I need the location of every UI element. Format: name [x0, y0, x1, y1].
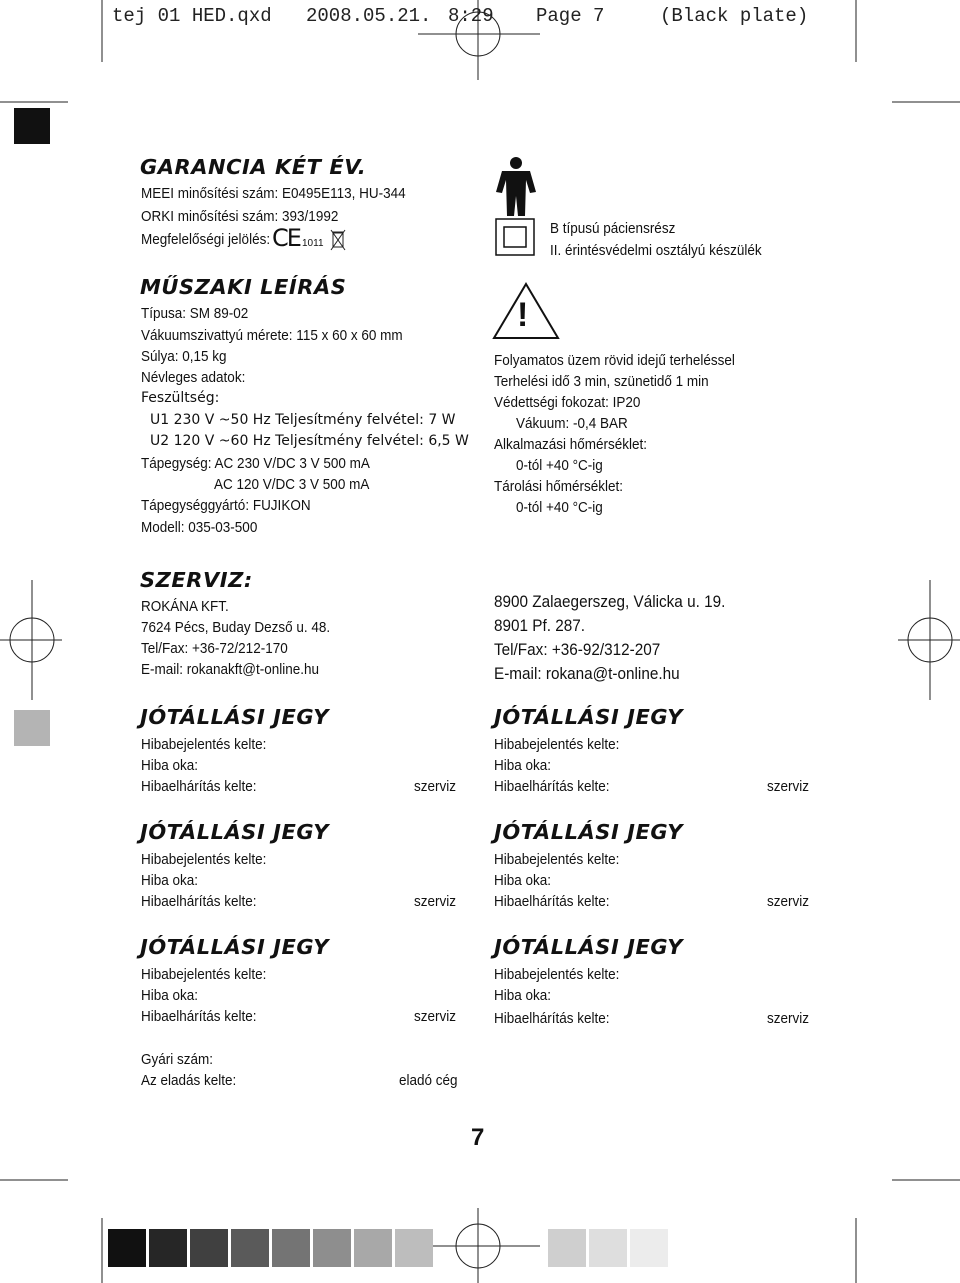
card-service: szerviz — [414, 893, 457, 910]
body-type-b-icon — [492, 156, 540, 218]
warranty-card-title: JÓTÁLLÁSI JEGY — [494, 705, 683, 729]
card-service: szerviz — [767, 893, 810, 910]
card-cause: Hiba oka: — [494, 987, 552, 1004]
color-bar-swatch — [313, 1229, 351, 1267]
card-repair-date: Hibaelhárítás kelte: — [494, 893, 610, 910]
color-bar-swatch — [548, 1229, 586, 1267]
tech-psu2: AC 120 V/DC 3 V 500 mA — [214, 476, 370, 493]
serial-number-label: Gyári szám: — [141, 1051, 214, 1068]
card-cause: Hiba oka: — [141, 987, 199, 1004]
service-left-2: 7624 Pécs, Buday Dezső u. 48. — [141, 619, 331, 636]
card-report-date: Hibabejelentés kelte: — [141, 966, 267, 983]
op-store-temp: 0-tól +40 °C-ig — [516, 499, 603, 516]
page-number: 7 — [471, 1124, 485, 1151]
ce-number: 1011 — [302, 238, 324, 249]
card-service: szerviz — [414, 778, 457, 795]
card-service: szerviz — [767, 1010, 810, 1027]
weee-bin-icon — [330, 228, 346, 252]
slug-file: tej 01 HED.qxd — [112, 5, 272, 27]
card-report-date: Hibabejelentés kelte: — [141, 851, 267, 868]
patient-part-text: B típusú páciensrész — [550, 220, 676, 237]
protection-class-text: II. érintésvédelmi osztályú készülék — [550, 242, 762, 259]
registration-square-black — [14, 108, 50, 144]
tech-type: Típusa: SM 89-02 — [141, 305, 249, 322]
warranty-card-title: JÓTÁLLÁSI JEGY — [494, 935, 683, 959]
color-bar-swatch — [272, 1229, 310, 1267]
conformity-line: Megfelelőségi jelölés: — [141, 231, 271, 248]
warranty-card-title: JÓTÁLLÁSI JEGY — [494, 820, 683, 844]
op-store-temp-label: Tárolási hőmérséklet: — [494, 478, 624, 495]
card-report-date: Hibabejelentés kelte: — [494, 851, 620, 868]
slug-date: 2008.05.21. — [306, 5, 432, 27]
seller-label: eladó cég — [399, 1072, 458, 1089]
service-right-4: E-mail: rokana@t-online.hu — [494, 664, 680, 683]
op-vacuum: Vákuum: -0,4 BAR — [516, 415, 628, 432]
op-use-temp: 0-tól +40 °C-ig — [516, 457, 603, 474]
color-bar-swatch — [354, 1229, 392, 1267]
ce-mark: CE — [272, 224, 300, 252]
class-ii-icon — [495, 218, 535, 256]
tech-title: MŰSZAKI LEÍRÁS — [140, 275, 347, 299]
orki-line: ORKI minősítési szám: 393/1992 — [141, 208, 339, 225]
warranty-card-title: JÓTÁLLÁSI JEGY — [140, 935, 329, 959]
slug-page: Page 7 — [536, 5, 605, 27]
op-line-1: Folyamatos üzem rövid idejű terheléssel — [494, 352, 735, 369]
meei-line: MEEI minősítési szám: E0495E113, HU-344 — [141, 185, 406, 202]
card-report-date: Hibabejelentés kelte: — [494, 736, 620, 753]
tech-u2: U2 120 V ~60 Hz Teljesítmény felvétel: 6,5 W — [150, 433, 469, 449]
card-cause: Hiba oka: — [141, 872, 199, 889]
op-line-3: Védettségi fokozat: IP20 — [494, 394, 641, 411]
color-bar-swatch — [190, 1229, 228, 1267]
color-bar-swatch — [231, 1229, 269, 1267]
color-bar-swatch — [108, 1229, 146, 1267]
color-bar-swatch — [149, 1229, 187, 1267]
service-title: SZERVIZ: — [140, 568, 253, 592]
tech-nominal: Névleges adatok: — [141, 369, 246, 386]
card-service: szerviz — [414, 1008, 457, 1025]
registration-square-gray — [14, 710, 50, 746]
tech-weight: Súlya: 0,15 kg — [141, 348, 227, 365]
card-cause: Hiba oka: — [141, 757, 199, 774]
sale-date-label: Az eladás kelte: — [141, 1072, 237, 1089]
service-right-2: 8901 Pf. 287. — [494, 616, 586, 635]
color-bar-swatch — [589, 1229, 627, 1267]
card-repair-date: Hibaelhárítás kelte: — [494, 1010, 610, 1027]
tech-model: Modell: 035-03-500 — [141, 519, 258, 536]
slug-plate: (Black plate) — [660, 5, 809, 27]
card-service: szerviz — [767, 778, 810, 795]
service-left-4: E-mail: rokanakft@t-online.hu — [141, 661, 320, 678]
slug-time: 8:29 — [448, 5, 494, 27]
tech-psu1: Tápegység: AC 230 V/DC 3 V 500 mA — [141, 455, 370, 472]
card-cause: Hiba oka: — [494, 872, 552, 889]
tech-voltage-label: Feszültség: — [141, 390, 220, 406]
service-right-1: 8900 Zalaegerszeg, Válicka u. 19. — [494, 592, 726, 611]
card-report-date: Hibabejelentés kelte: — [494, 966, 620, 983]
service-right-3: Tel/Fax: +36-92/312-207 — [494, 640, 661, 659]
card-repair-date: Hibaelhárítás kelte: — [141, 1008, 257, 1025]
warning-mark: ! — [517, 296, 529, 334]
warranty-card-title: JÓTÁLLÁSI JEGY — [140, 820, 329, 844]
color-bar-swatch — [395, 1229, 433, 1267]
guarantee-title: GARANCIA KÉT ÉV. — [140, 155, 367, 179]
card-repair-date: Hibaelhárítás kelte: — [141, 893, 257, 910]
card-cause: Hiba oka: — [494, 757, 552, 774]
tech-u1: U1 230 V ~50 Hz Teljesítmény felvétel: 7 W — [150, 412, 456, 428]
card-report-date: Hibabejelentés kelte: — [141, 736, 267, 753]
card-repair-date: Hibaelhárítás kelte: — [494, 778, 610, 795]
op-use-temp-label: Alkalmazási hőmérséklet: — [494, 436, 648, 453]
op-line-2: Terhelési idő 3 min, szünetidő 1 min — [494, 373, 709, 390]
card-repair-date: Hibaelhárítás kelte: — [141, 778, 257, 795]
tech-size: Vákuumszivattyú mérete: 115 x 60 x 60 mm — [141, 327, 403, 344]
color-bar-swatch — [630, 1229, 668, 1267]
service-left-1: ROKÁNA KFT. — [141, 598, 229, 615]
tech-maker: Tápegységgyártó: FUJIKON — [141, 497, 311, 514]
warranty-card-title: JÓTÁLLÁSI JEGY — [140, 705, 329, 729]
service-left-3: Tel/Fax: +36-72/212-170 — [141, 640, 288, 657]
